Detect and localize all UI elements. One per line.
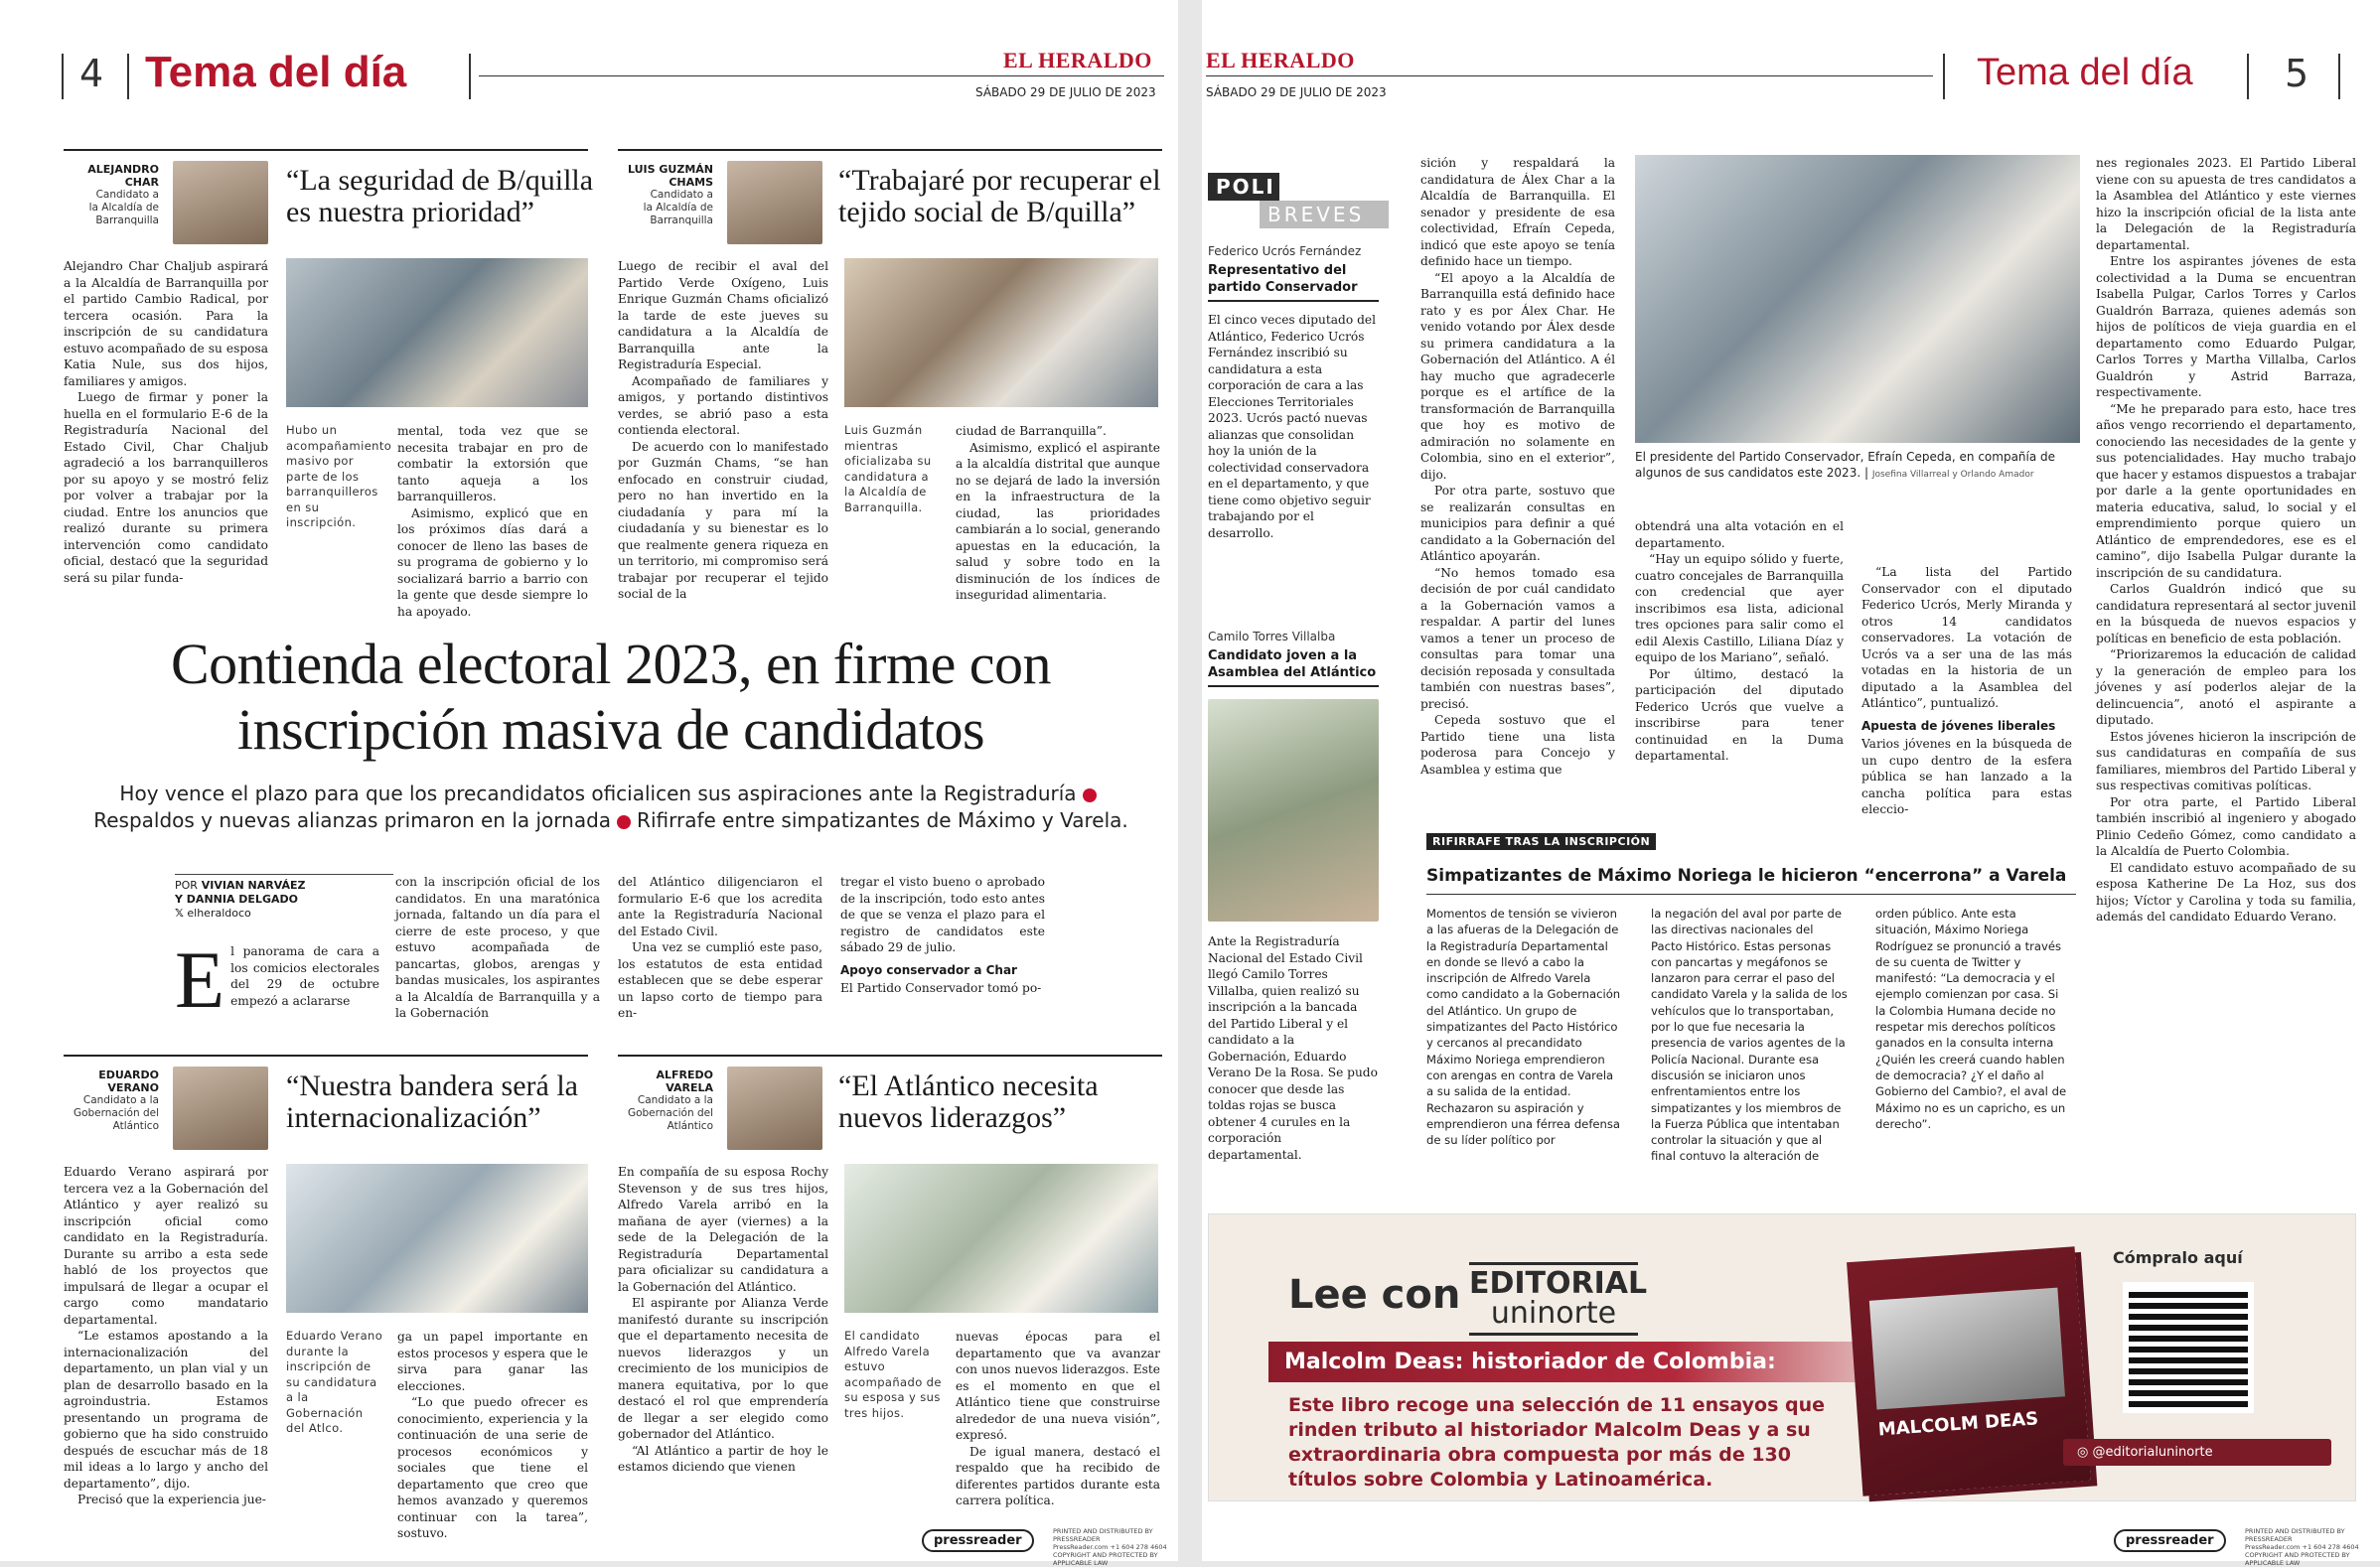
paragraph: “Al Atlántico a partir de hoy le estamos diciendo que vienen (618, 1443, 828, 1474)
block-rule (618, 149, 1162, 151)
paragraph: “La lista del Partido Conservador con el diputado Federico Ucrós, Merly Miranda y otros 14 candidatos conservadores. La votación de Ucrós va a ser una de las más votadas en la historia de un diputado a la Asamblea del Atlántico”, puntualizó. (1861, 565, 2072, 710)
poli-breves-badge (1208, 173, 1389, 228)
block-rule (64, 1055, 588, 1057)
paragraph: Entre los aspirantes jóvenes de esta colectividad a la Duma se encuentran Isabella Pulgar, Carlos Torres y Carlos Gualdrón Barraza, quienes además son hijos de políticos de vieja guardia en el departamento como Eduardo Pulgar, Carlos Torres y Martha Villalba, Carlos Gualdrón y Astrid Barraza, respectivamente. (2096, 254, 2356, 399)
paragraph: Acompañado de familiares y amigos, y portando distintivos verdes, se abrió paso a esta contienda electoral. (618, 373, 828, 437)
candidate-role: Candidato a (650, 189, 713, 201)
byline-author: VIVIAN NARVÁEZ (201, 879, 306, 892)
candidate-name: VERANO (107, 1081, 159, 1094)
article-column (397, 1329, 588, 1542)
paragraph: Varios jóvenes en la búsqueda de un cupo dentro de la esfera pública se han lanzado a la cancha política para estas eleccio- (1861, 737, 2072, 816)
article-column (956, 423, 1160, 604)
footer-line: PRINTED AND DISTRIBUTED BY PRESSREADER (2245, 1527, 2345, 1543)
candidate-role: Candidato a la (82, 1094, 159, 1106)
paragraph: En compañía de su esposa Rochy Stevenson y de sus tres hijos, Alfredo Varela arribó en la mañana de ayer (viernes) a la sede de la Delegación de la Registraduría Departamental para oficializar su candidatura a la Gobernación del Atlántico. (618, 1165, 828, 1294)
candidate-role: la Alcaldía de (88, 202, 159, 214)
subhead-text: Rifirrafe entre simpatizantes de Máximo y Varela. (637, 808, 1128, 832)
dateline: SÁBADO 29 DE JULIO DE 2023 (1206, 85, 1387, 99)
photo-caption: El presidente del Partido Conservador, Efraín Cepeda, en compañía de algunos de sus candidatos este 2023. | Josefina Villarreal y Orlando Amador (1635, 450, 2056, 480)
header-divider (127, 54, 129, 99)
candidate-headshot (173, 161, 268, 244)
paragraph: nuevas épocas para el departamento que va avanzar con unos nuevos liderazgos. Este es el momento en que el Atlántico tiene que construirse alrededor de una nueva visión”, expresó. (956, 1330, 1160, 1442)
ad-text: Este libro recoge una selección de 11 ensayos que rinden tributo al historiador Malcolm Deas y a su extraordinaria obra compuesta por más de 130 títulos sobre Colombia y Latinoamérica. (1288, 1394, 1826, 1491)
paragraph: Carlos Gualdrón indicó que su candidatura representará al sector juvenil en la búsqueda de nuevos espacios y políticas en beneficio de esta población. (2096, 582, 2356, 645)
article-column (397, 423, 588, 620)
inscription-photo (844, 1164, 1158, 1313)
rifirrafe-column: la negación del aval por parte de las directivas nacionales del Pacto Histórico. Estas personas con pancartas y megáfonos se lanzaron para cerrar el paso del candidato Varela y la salida de los vehículos que lo transportaban, por lo que fue necesaria la presencia de varios agentes de la Policía Nacional. Durante esa discusión se iniciaron unos enfrentamientos entre los simpatizantes y los miembros de la Fuerza Pública que intentaban controlar la situación y que al final contuvo la alteración de (1651, 907, 1848, 1164)
paragraph: del Atlántico diligenciaron el formulario E-6 que los acredita ante la Registraduría Nacional del Estado Civil. (618, 875, 822, 938)
candidate-role: la Alcaldía de (643, 202, 713, 214)
book-cover-icon (1847, 1246, 2091, 1496)
article-column (840, 874, 1045, 997)
candidate-role: Gobernación del (627, 1107, 713, 1119)
paragraph: Asimismo, explicó el aspirante a la alcaldía distrital que aunque no se dejará de lado la inversión en la infraestructura de la ciudad, las prioridades cambiarán a lo social, generando apuestas en la educación, la salud y sobre todo en la disminución de los índices de inseguridad alimentaria. (956, 440, 1160, 602)
main-headline: Contienda electoral 2023, en firme con inscripción masiva de candidatos (170, 632, 1052, 762)
article-column (64, 258, 268, 586)
subhead-text: Hoy vence el plazo para que los precandidatos oficialicen sus aspiraciones ante la Registraduría (119, 782, 1077, 805)
inscription-photo (844, 258, 1158, 407)
book-portrait (1869, 1288, 2065, 1410)
candidate-role: Atlántico (112, 1120, 159, 1132)
ad-brand-line: EDITORIAL (1469, 1266, 1648, 1301)
candidate-name: CHAR (124, 176, 159, 189)
header-divider (2247, 54, 2249, 99)
photo-caption: Luis Guzmán mientras oficializaba su candidatura a la Alcaldía de Barranquilla. (844, 423, 932, 514)
ad-social-handle[interactable] (2063, 1439, 2331, 1466)
paragraph: “No hemos tomado esa decisión de por cuál candidato a la Gobernación vamos a respaldar. A partir del lunes vamos a tener un proceso de consultas para tomar una decisión reposada y consultada también con nuestras bases”, precisó. (1420, 565, 1615, 711)
footer-line: PressReader.com +1 604 278 4604 (1053, 1543, 1167, 1551)
paragraph: Estos jóvenes hicieron la inscripción de sus candidaturas en compañía de sus familiares, miembros del Partido Liberal y sus respectivas comitivas políticas. (2096, 729, 2356, 792)
paragraph: Eduardo Verano aspirará por tercera vez a la Gobernación del Atlántico y ayer realizó su inscripción oficial como candidato en la Registraduría. Durante su arribo a esta sede habló de los proyectos que impulsará de llegar a ocupar el cargo como mandatario departamental. (64, 1165, 268, 1327)
paragraph: ga un papel importante en estos procesos y espera que le sirva para ganar las elecciones. (397, 1330, 588, 1393)
candidate-headshot (173, 1067, 268, 1150)
ad-brand-line: uninorte (1490, 1296, 1617, 1331)
badge-poli: POLI (1208, 173, 1279, 201)
byline-author: Y DANNIA DELGADO (175, 893, 298, 906)
article-column (1420, 155, 1615, 778)
candidate-name: ALFREDO (656, 1068, 713, 1081)
byline-por: POR (175, 879, 198, 892)
paragraph: tregar el visto bueno o aprobado de la inscripción, todo esto antes de que se venza el plazo para el registro de candidatos este sábado 29 de julio. (840, 875, 1045, 954)
paragraph: “Me he preparado para esto, hace tres años vengo recorriendo el departamento, conociendo las necesidades de la gente y sus potencialidades. Hay mucho trabajo que hacer y estamos dispuestos a trabajar por darle a la gente oportunidades en materia educativa, salud, lo social y el emprendimiento porque quiero un Atlántico de emprendedores, ese es el camino”, dijo Isabella Pulgar durante la inscripción de su candidatura. (2096, 401, 2356, 580)
paragraph: “Lo que puedo ofrecer es conocimiento, experiencia y la continuación de una serie de procesos económicos y sociales que tiene el departamento que creo que hemos avanzado y queremos continuar con la tarea”, sostuvo. (397, 1395, 588, 1540)
page-number: 5 (2285, 52, 2309, 95)
paragraph: El aspirante por Alianza Verde manifestó durante su inscripción que el departamento necesita de nuevos liderazgos y un crecimiento de los municipios de manera equitativa, por lo que destacó el rol que emprendería de llegar a ser elegido como gobernador del Atlántico. (618, 1296, 828, 1441)
brief-ucros (1208, 244, 1379, 541)
paragraph: “Priorizaremos la educación de calidad y la generación de empleo para los jóvenes y así poderlos alejar de la delincuencia”, anotó el aspirante a diputado. (2096, 647, 2356, 727)
footer-notice (2245, 1527, 2364, 1567)
byline-handle: elheraldoco (187, 907, 251, 920)
candidate-role: Atlántico (667, 1120, 713, 1132)
pressreader-logo: pressreader (922, 1529, 1034, 1552)
subsection-title: Apuesta de jóvenes liberales (1861, 718, 2056, 733)
rifirrafe-tag: RIFIRRAFE TRAS LA INSCRIPCIÓN (1426, 833, 1656, 850)
photo-credit: Josefina Villarreal y Orlando Amador (1871, 470, 2034, 480)
brief-author: Camilo Torres Villalba (1208, 630, 1336, 643)
rifirrafe-title: Simpatizantes de Máximo Noriega le hicieron “encerrona” a Varela (1426, 866, 2076, 895)
block-rule (618, 1055, 1162, 1057)
qr-code-icon[interactable] (2123, 1282, 2254, 1413)
photo-caption: Eduardo Verano durante la inscripción de su candidatura a la Gobernación del Atlco. (286, 1329, 383, 1435)
section-title: Tema del día (145, 48, 407, 96)
candidate-name: EDUARDO (98, 1068, 159, 1081)
footer-notice (1053, 1527, 1172, 1567)
subhead-text: Respaldos y nuevas alianzas primaron en la jornada (93, 808, 612, 832)
candidate-block-char (64, 149, 594, 619)
candidate-headshot (727, 1067, 822, 1150)
paragraph: “Le estamos apostando a la internacionalización del departamento, un plan vial y un plan de desarrollo basado en la agroindustria. Estamos presentando un programa de gobierno que ha sido construido después de escuchar más de 18 mil ideas a lo largo y ancho del departamento”, dijo. (64, 1329, 268, 1491)
paragraph: Precisó que la experiencia jue- (77, 1493, 266, 1506)
byline (175, 874, 393, 921)
article-column (395, 874, 600, 1022)
brief-text: El cinco veces diputado del Atlántico, Federico Ucrós Fernández inscribió su candidatura a esta corporación de cara a las Elecciones Territoriales 2023. Ucrós pactó nuevas alianzas que consolidan hoy la unión de la colectividad conservadora en el departamento, y que tiene como objetivo seguir trabajando por el desarrollo. (1208, 313, 1376, 540)
ad-lee-text: Lee con (1288, 1272, 1461, 1318)
paragraph: De acuerdo con lo manifestado por Guzmán Chams, “se han enfocado en construir ciudad, pero no han invertido en la ciudadanía y para mí la ciudadanía y su bienestar es lo que realmente genera riqueza en un territorio, mi compromiso será trabajar por recuperar el tejido social de la (618, 439, 828, 601)
rifirrafe-column: Momentos de tensión se vivieron a las afueras de la Delegación de la Registraduría Departamental en donde se llevó a cabo la inscripción de Alfredo Varela como candidato a la Gobernación del Atlántico. Un grupo de simpatizantes del Pacto Histórico y cercanos al precandidato Máximo Noriega emprendieron con arengas en contra de Varela a su salida de la entidad. Rechazaron su aspiración y emprendieron una férrea defensa de su líder político por (1426, 907, 1621, 1148)
pressreader-logo: pressreader (2114, 1529, 2226, 1552)
paragraph: Cepeda sostuvo que el Partido tiene una lista poderosa para Concejo y Asamblea y estima que (1420, 713, 1615, 777)
footer-line: PressReader.com +1 604 278 4604 (2245, 1543, 2359, 1551)
article-column (1635, 518, 1844, 765)
masthead: EL HERALDO (1206, 48, 1355, 72)
conservative-party-photo (1635, 155, 2080, 443)
article-column (618, 874, 822, 1022)
instagram-icon: ◎ (2077, 1445, 2089, 1460)
article-column (2096, 155, 2356, 926)
paragraph: Una vez se cumplió este paso, los estatutos de esta entidad establecen que se debe esperar un lapso corto de tiempo para en- (618, 940, 822, 1020)
book-title: MALCOLM DEAS (1877, 1408, 2039, 1441)
subhead (40, 781, 1182, 834)
drop-cap: E (175, 934, 225, 1025)
header-divider (469, 54, 471, 99)
candidate-role: Candidato a (95, 189, 159, 201)
rifirrafe-box (1426, 830, 2076, 1188)
page-number: 4 (79, 52, 104, 95)
candidate-role: Barranquilla (95, 214, 159, 226)
bullet-dot-icon (617, 815, 631, 829)
candidate-block-guzman (618, 149, 1162, 602)
inscription-photo (286, 258, 588, 407)
subsection-title: Apoyo conservador a Char (840, 962, 1017, 977)
brief-text: Ante la Registraduría Nacional del Estado Civil llegó Camilo Torres Villalba, quien realizó su inscripción a la bancada del Partido Liberal y el candidato a la Gobernación, Eduardo Verano De la Rosa. Se pudo conocer que desde las toldas rojas se busca obtener 4 curules en la corporación departamental. (1208, 934, 1378, 1162)
candidate-quote: “Nuestra bandera será la internacionalización” (286, 1069, 578, 1134)
candidate-name: VARELA (666, 1081, 713, 1094)
candidate-block-varela (618, 1055, 1162, 1507)
paragraph: obtendrá una alta votación en el departamento. (1635, 519, 1844, 550)
candidate-quote: “La seguridad de B/quilla es nuestra prioridad” (286, 164, 594, 228)
candidate-quote: “El Atlántico necesita nuevos liderazgos” (838, 1069, 1099, 1134)
paragraph: Luego de recibir el aval del Partido Verde Oxígeno, Luis Enrique Guzmán Chams oficializó la tarde de este jueves su candidatura a la Alcaldía de Barranquilla ante la Registraduría Especial. (618, 259, 828, 371)
lede-column (175, 934, 379, 1025)
photo-caption-text: El presidente del Partido Conservador, Efraín Cepeda, en compañía de algunos de sus candidatos este 2023. (1635, 450, 2056, 480)
candidate-block-verano (64, 1055, 588, 1540)
article-column (618, 1164, 828, 1476)
paragraph: El Partido Conservador tomó po- (840, 981, 1042, 995)
paragraph: l panorama de cara a los comicios electorales del 29 de octubre empezó a aclararse (230, 944, 379, 1008)
paragraph: Luego de firmar y poner la huella en el formulario E-6 de la Registraduría Nacional del Estado Civil, Char Chaljub agradeció a los barranquilleros por su apoyo y se mostró feliz por volver a trabajar por la ciudad. Entre los anuncios que realizó durante su primera intervención como candidato oficial, destacó que la seguridad será su pilar funda- (64, 390, 268, 585)
paragraph: De igual manera, destacó el respaldo que ha recibido de diferentes partidos durante esta carrera política. (956, 1444, 1160, 1507)
footer-line: COPYRIGHT AND PROTECTED BY APPLICABLE LAW (2245, 1551, 2350, 1567)
brief-torres (1208, 630, 1379, 1163)
paragraph: nes regionales 2023. El Partido Liberal viene con su apuesta de tres candidatos a la Asamblea del Atlántico y este viernes hizo la inscripción oficial de la lista ante la Delegación de la Registraduría departamental. (2096, 156, 2356, 252)
paragraph: “Hay un equipo sólido y fuerte, cuatro concejales de Barranquilla con credencial que ayer inscribimos esa lista, adicional tres opciones para salir como el edil Alexis Castillo, Liliana Díaz y equipo de los Mariano”, señaló. (1635, 552, 1844, 664)
rifirrafe-column: orden público. Ante esta situación, Máximo Noriega Rodríguez se pronunció a través de su cuenta de Twitter y manifestó: “La democracia y el ejemplo comienzan por casa. Si la Colombia Humana decide no respetar mis derechos políticos ganados en la consulta interna ¿Quién les creerá cuando hablen de democracia? ¿Y el daño al Gobierno del Cambio?, el aval de Máximo no es un capricho, es un derecho”. (1875, 907, 2067, 1131)
brief-title: Representativo del partido Conservador (1208, 262, 1379, 302)
masthead: EL HERALDO (1003, 48, 1152, 72)
article-column (1861, 564, 2072, 818)
footer-line: PRINTED AND DISTRIBUTED BY PRESSREADER (1053, 1527, 1153, 1543)
paragraph: Asimismo, explicó que en los próximos días dará a conocer de lleno las bases de su programa de gobierno y lo socializará barrio a barrio con la gente que desde siempre lo ha apoyado. (397, 505, 588, 619)
candidate-name: ALEJANDRO (87, 163, 159, 176)
left-page (0, 0, 1178, 1567)
header-divider (62, 54, 64, 99)
paragraph: Por otra parte, sostuvo que se realizarán consultas en municipios para definir a qué candidato a la Gobernación del Atlántico apoyarán. (1420, 484, 1615, 563)
article-column (618, 258, 828, 603)
paragraph: ciudad de Barranquilla”. (956, 424, 1107, 438)
section-title: Tema del día (1977, 52, 2193, 93)
header-rule (479, 75, 1164, 76)
article-column (64, 1164, 268, 1508)
paragraph: Por otra parte, el Partido Liberal también inscribió al ingeniero y abogado Plinio Cedeño Gómez, como candidato a la Alcaldía de Puerto Colombia. (2096, 794, 2356, 858)
candidate-role: Barranquilla (650, 214, 713, 226)
bullet-dot-icon (1083, 788, 1097, 802)
candidate-photo (1208, 699, 1379, 922)
editorial-uninorte-ad[interactable] (1208, 1213, 2356, 1501)
ad-banner: Malcolm Deas: historiador de Colombia: (1268, 1342, 1944, 1382)
ad-social-text: @editorialuninorte (2092, 1445, 2213, 1460)
paragraph: “El apoyo a la Alcaldía de Barranquilla está definido hace rato y es por Álex Char. He venido votando por Álex desde su primera candidatura a la Gobernación del Atlántico. A él hay mucho que agradecerle porque es el artífice de la transformación de Barranquilla que hoy es motivo de admiración no solamente en Colombia, sino en el exterior”, dijo. (1420, 270, 1615, 482)
candidate-name: LUIS GUZMÁN (628, 163, 713, 176)
candidate-role: Gobernación del (73, 1107, 159, 1119)
ad-brand (1469, 1262, 1648, 1336)
paragraph: Por último, destacó la participación del diputado Federico Ucrós que vuelve a inscribirse para tener continuidad en la Duma departamental. (1635, 666, 1844, 763)
paragraph: mental, toda vez que se necesita trabajar en pro de combatir la extorsión que tanto aqueja a los barranquilleros. (397, 424, 588, 503)
paragraph: El candidato estuvo acompañado de su esposa Katherine De La Hoz, sus dos hijos; Víctor y Carolina y toda su familia, además del candidato Eduardo Verano. (2096, 860, 2356, 924)
header-divider (2338, 54, 2340, 99)
right-page (1202, 0, 2380, 1567)
x-logo-icon: 𝕏 (175, 907, 184, 920)
candidate-name: CHAMS (669, 176, 713, 189)
paragraph: Alejandro Char Chaljub aspirará a la Alcaldía de Barranquilla por el partido Cambio Radical, por tercera ocasión. Para la inscripción de su candidatura estuvo acompañado de su esposa Katia Nule, sus dos hijos, familiares y amigos. (64, 259, 268, 388)
article-column (956, 1329, 1160, 1509)
paragraph: sición y respaldará la candidatura de Álex Char a la Alcaldía de Barranquilla. El senador y presidente de esa colectividad, Efraín Cepeda, indicó que este apoyo se tenía definido hace un tiempo. (1420, 156, 1615, 268)
candidate-quote: “Trabajaré por recuperar el tejido social de B/quilla” (838, 164, 1161, 228)
brief-title: Candidato joven a la Asamblea del Atlántico (1208, 647, 1379, 687)
ad-buy-label: Cómpralo aquí (2113, 1248, 2243, 1267)
photo-caption: El candidato Alfredo Varela estuvo acompañado de su esposa y sus tres hijos. (844, 1329, 942, 1420)
candidate-headshot (727, 161, 822, 244)
inscription-photo (286, 1164, 588, 1313)
photo-caption: Hubo un acompañamiento masivo por parte de los barranquilleros en su inscripción. (286, 423, 392, 529)
dateline: SÁBADO 29 DE JULIO DE 2023 (975, 85, 1156, 99)
header-divider (1943, 54, 1945, 99)
footer-line: COPYRIGHT AND PROTECTED BY APPLICABLE LAW (1053, 1551, 1158, 1567)
header-rule (1206, 75, 1933, 76)
badge-breves: BREVES (1260, 201, 1389, 228)
paragraph: con la inscripción oficial de los candidatos. En una maratónica jornada, faltando un día para el cierre de este proceso, y que estuvo acompañada de pancartas, globos, arengas y bandas musicales, los aspirantes a la Alcaldía de Barranquilla y a la Gobernación (395, 875, 600, 1020)
block-rule (64, 149, 588, 151)
brief-author: Federico Ucrós Fernández (1208, 244, 1362, 258)
candidate-role: Candidato a la (637, 1094, 713, 1106)
